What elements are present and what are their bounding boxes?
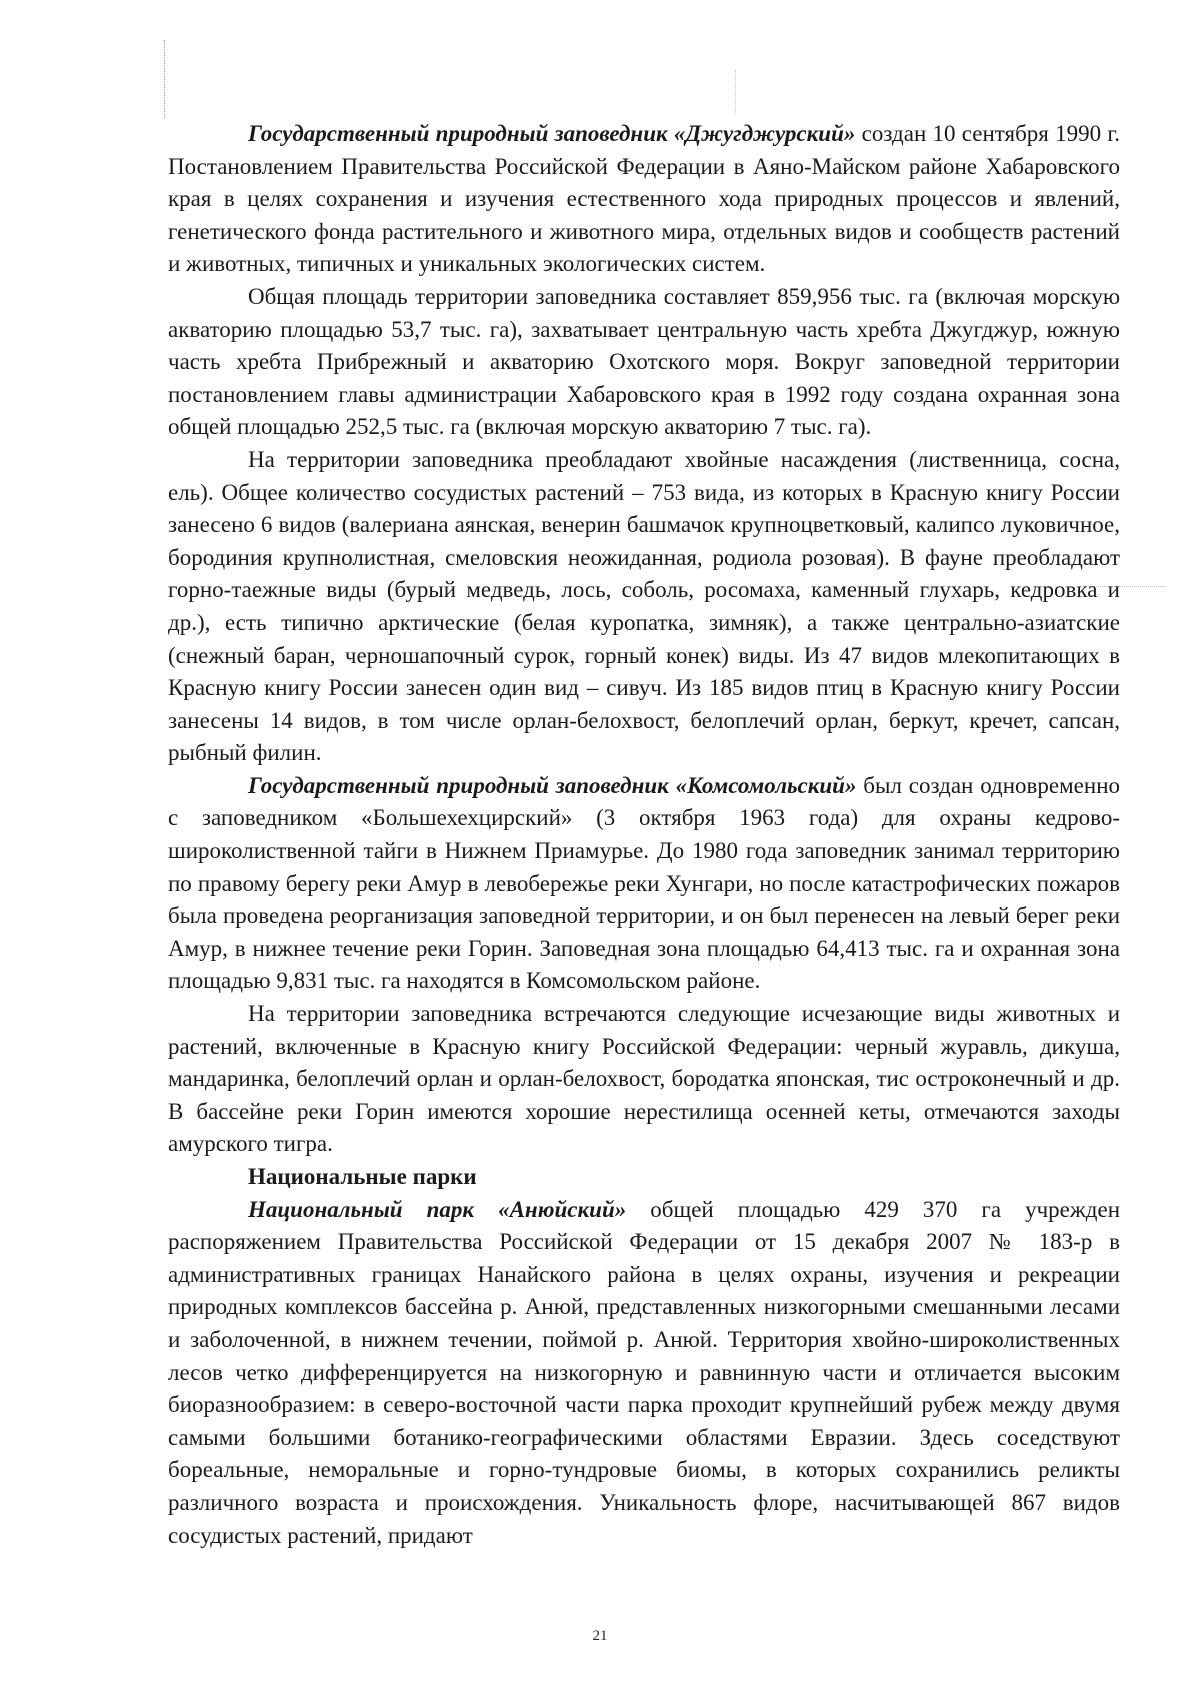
paragraph-text: На территории заповедника преобладают хвойные насаждения (лиственница, сосна, ель). Общее количество сосудистых растений – 753 вида, из которых в Красную книгу России занесено 6 видов (валериана аянская, венерин башмачок крупноцветковый, калипсо луковичное, бородиния крупнолистная, смеловския неожиданная, родиола розовая). В фауне преобладают горно-таежные виды (бурый медведь, лось, соболь, росомаха, каменный глухарь, кедровка и др.), есть типично арктические (белая куропатка, зимняк), а также центрально-азиатские (снежный баран, черношапочный сурок, горный конек) виды. Из 47 видов млекопитающих в Красную книгу России занесен один вид – сивуч. Из 185 видов птиц в Красную книгу России занесены 14 видов, в том числе орлан-белохвост, белоплечий орлан, беркут, кречет, сапсан, рыбный филин. xyxy=(168,446,1120,766)
reserve-title-komsomolsky: Государственный природный заповедник «Комсомольский» xyxy=(248,772,857,798)
paragraph-text: Общая площадь территории заповедника составляет 859,956 тыс. га (включая морскую акваторию площадью 53,7 тыс. га), захватывает центральную часть хребта Джугджур, южную часть хребта Прибрежный и акваторию Охотского моря. Вокруг заповедной территории постановлением главы администрации Хабаровского края в 1992 году создана охранная зона общей площадью 252,5 тыс. га (включая морскую акваторию 7 тыс. га). xyxy=(168,283,1120,440)
paragraph-text: был создан одновременно с заповедником «Большехехцирский» (3 октября 1963 года) для охраны кедрово-широколиственной тайги в Нижнем Приамурье. До 1980 года заповедник занимал территорию по правому берегу реки Амур в левобережье реки Хунгари, но после катастрофических пожаров была проведена реорганизация заповедной территории, и он был перенесен на левый берег реки Амур, в нижнее течение реки Горин. Заповедная зона площадью 64,413 тыс. га и охранная зона площадью 9,831 тыс. га находятся в Комсомольском районе. xyxy=(168,772,1120,994)
paragraph-text: создан 10 сентября 1990 г. Постановлением Правительства Российской Федерации в Аяно-Майском районе Хабаровского края в целях сохранения и изучения естественного хода природных процессов и явлений, генетического фонда растительного и животного мира, отдельных видов и сообществ растений и животных, типичных и уникальных экологических систем. xyxy=(168,121,1120,277)
page-number: 21 xyxy=(592,1628,608,1644)
paragraph-flora-fauna xyxy=(168,444,1120,770)
paragraph-anyuisky xyxy=(168,1194,1120,1553)
paragraph-endangered-species xyxy=(168,998,1120,1161)
paragraph-dzhugdzhursky xyxy=(168,118,1120,281)
paragraph-text: общей площадью 429 370 га учрежден распоряжением Правительства Российской Федерации от 15 декабря 2007 № 183-р в административных границах Нанайского района в целях охраны, изучения и рекреации природных комплексов бассейна р. Анюй, представленных низкогорными смешанными лесами и заболоченной, в нижнем течении, поймой р. Анюй. Территория хвойно-широколиственных лесов четко дифференцируется на низкогорную и равнинную части и отличается высоким биоразнообразием: в северо-восточной части парка проходит крупнейший рубеж между двумя самыми большими ботанико-географическими областями Евразии. Здесь соседствуют бореальные, неморальные и горно-тундровые биомы, в которых сохранились реликты различного возраста и происхождения. Уникальность флоре, насчитывающей 867 видов сосудистых растений, придают xyxy=(168,1196,1120,1548)
section-heading-national-parks: Национальные парки xyxy=(248,1164,477,1189)
reserve-title-dzhugdzhursky: Государственный природный заповедник «Джугджурский» xyxy=(248,121,856,146)
paragraph-text: На территории заповедника встречаются следующие исчезающие виды животных и растений, включенные в Красную книгу Российской Федерации: черный журавль, дикуша, мандаринка, белоплечий орлан и орлан-белохвост, бородатка японская, тис остроконечный и др. В бассейне реки Горин имеются хорошие нерестилища осенней кеты, отмечаются заходы амурского тигра. xyxy=(168,1001,1120,1157)
park-title-anyuisky: Национальный парк «Анюйский» xyxy=(248,1196,627,1222)
paragraph-komsomolsky xyxy=(168,770,1120,998)
scan-fold-mark xyxy=(735,70,736,114)
document-body xyxy=(168,118,1120,1552)
paragraph-area xyxy=(168,281,1120,444)
scan-margin-mark xyxy=(164,40,165,118)
